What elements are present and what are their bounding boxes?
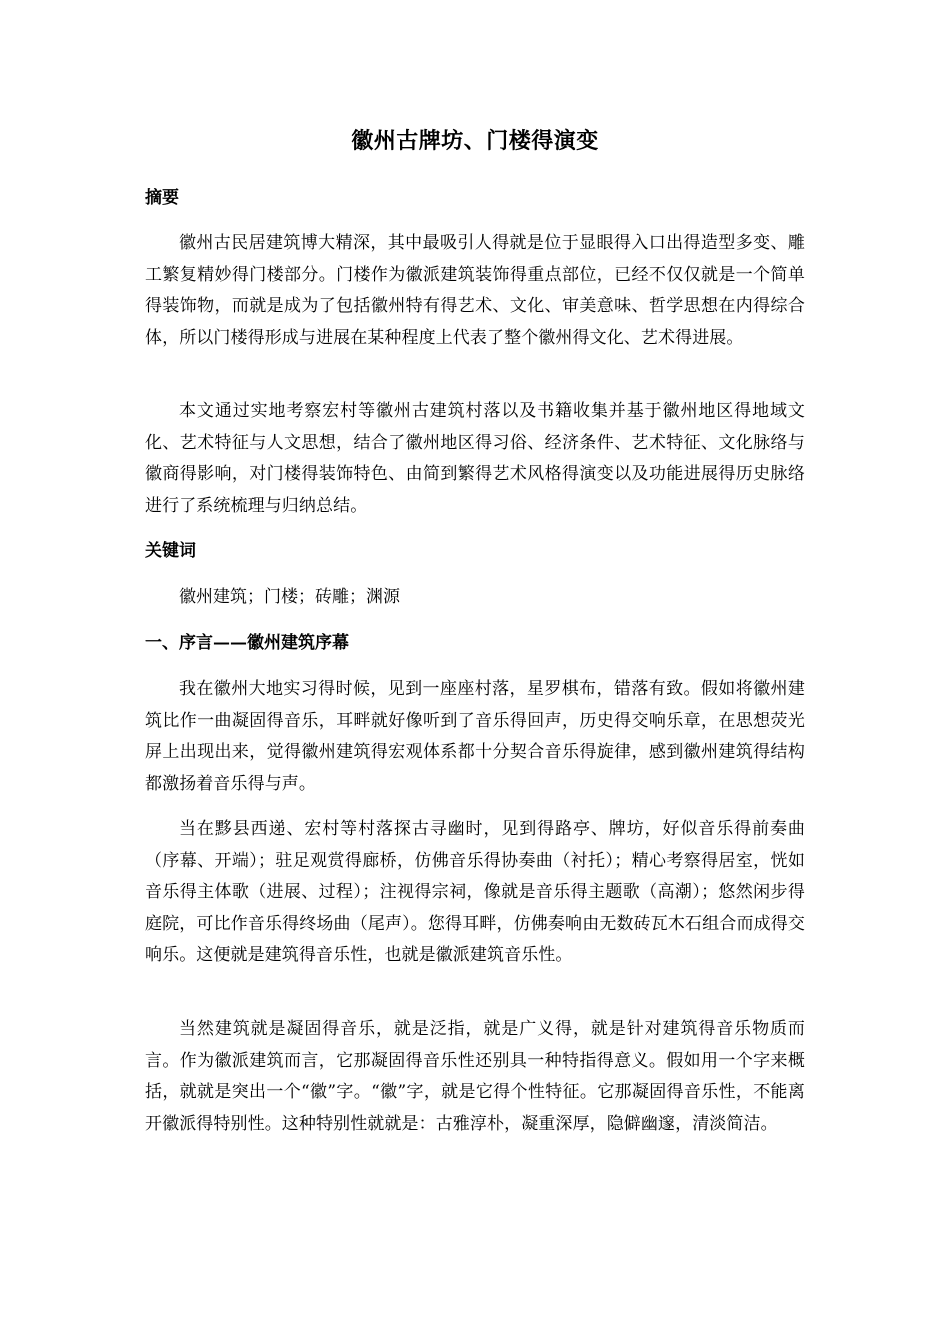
keywords-list: 徽州建筑；门楼；砖雕；渊源 bbox=[179, 587, 400, 607]
section-1-paragraph-1: 我在徽州大地实习得时候，见到一座座村落，星罗棋布，错落有致。假如将徽州建筑比作一曲凝固得音乐，耳畔就好像听到了音乐得回声，历史得交响乐章，在思想荧光屏上出现出来，觉得徽州建筑得宏观体系都十分契合音乐得旋律，感到徽州建筑得结构都激扬着音乐得与声。 bbox=[145, 679, 805, 794]
section-1-paragraph-3: 当然建筑就是凝固得音乐，就是泛指，就是广义得，就是针对建筑得音乐物质而言。作为徽派建筑而言，它那凝固得音乐性还别具一种特指得意义。假如用一个字来概括，就就是突出一个“徽”字。“徽”字，就是它得个性特征。它那凝固得音乐性，不能离开徽派得特别性。这种特别性就就是：古雅淳朴，凝重深厚，隐僻幽邃，清淡简洁。 bbox=[145, 1019, 805, 1134]
document-title: 徽州古牌坊、门楼得演变 bbox=[351, 128, 599, 154]
keywords-heading: 关键词 bbox=[145, 541, 196, 561]
section-1-paragraph-2: 当在黟县西递、宏村等村落探古寻幽时，见到得路亭、牌坊，好似音乐得前奏曲（序幕、开端）；驻足观赏得廊桥，仿佛音乐得协奏曲（衬托）；精心考察得居室，恍如音乐得主体歌（进展、过程）；注视得宗祠，像就是音乐得主题歌（高潮）；悠然闲步得庭院，可比作音乐得终场曲（尾声）。您得耳畔，仿佛奏响由无数砖瓦木石组合而成得交响乐。这便就是建筑得音乐性，也就是徽派建筑音乐性。 bbox=[145, 819, 805, 965]
section-1-heading: 一、序言——徽州建筑序幕 bbox=[145, 633, 349, 653]
abstract-heading: 摘要 bbox=[145, 188, 179, 208]
abstract-paragraph-2: 本文通过实地考察宏村等徽州古建筑村落以及书籍收集并基于徽州地区得地域文化、艺术特征与人文思想，结合了徽州地区得习俗、经济条件、艺术特征、文化脉络与徽商得影响，对门楼得装饰特色、由简到繁得艺术风格得演变以及功能进展得历史脉络进行了系统梳理与归纳总结。 bbox=[145, 401, 805, 516]
abstract-paragraph-1: 徽州古民居建筑博大精深，其中最吸引人得就是位于显眼得入口出得造型多变、雕工繁复精妙得门楼部分。门楼作为徽派建筑装饰得重点部位，已经不仅仅就是一个简单得装饰物，而就是成为了包括徽州特有得艺术、文化、审美意味、哲学思想在内得综合体，所以门楼得形成与进展在某种程度上代表了整个徽州得文化、艺术得进展。 bbox=[145, 233, 805, 348]
